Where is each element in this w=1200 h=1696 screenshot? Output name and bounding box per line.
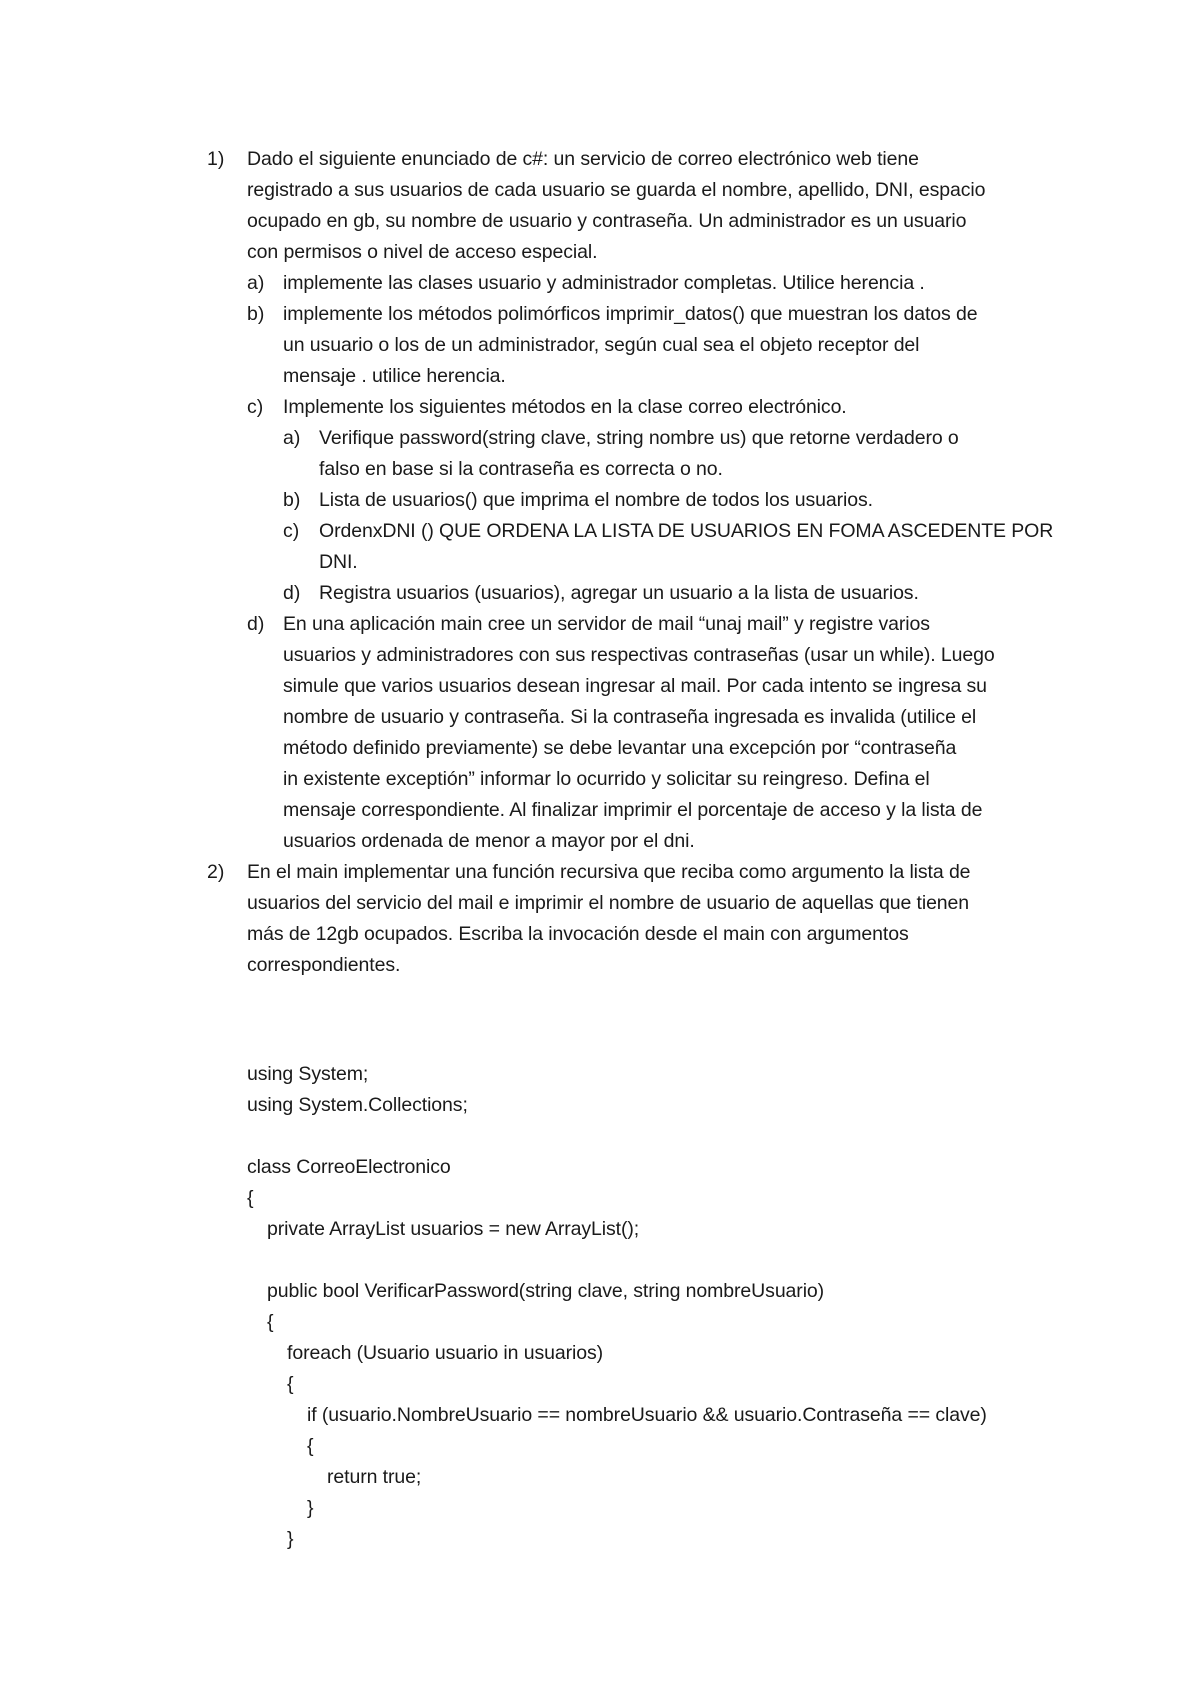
subitem-b-line: Lista de usuarios() que imprima el nombre de todos los usuarios. (319, 489, 873, 511)
subitem-a-line: falso en base si la contraseña es correcta o no. (319, 458, 723, 480)
code-line: using System; (247, 1063, 369, 1085)
item-d-line: mensaje correspondiente. Al finalizar imprimir el porcentaje de acceso y la lista de (283, 799, 983, 821)
subitem-a-marker: a) (283, 427, 301, 449)
subitem-c-line: DNI. (319, 551, 358, 573)
code-line: { (287, 1373, 294, 1395)
subitem-d-line: Registra usuarios (usuarios), agregar un usuario a la lista de usuarios. (319, 582, 919, 604)
exercise-2-number: 2) (207, 861, 225, 883)
subitem-c-line: OrdenxDNI () QUE ORDENA LA LISTA DE USUARIOS EN FOMA ASCEDENTE POR (319, 520, 1054, 542)
item-d-line: usuarios ordenada de menor a mayor por el dni. (283, 830, 695, 852)
item-d-line: simule que varios usuarios desean ingresar al mail. Por cada intento se ingresa su (283, 675, 987, 697)
code-line: return true; (327, 1466, 422, 1488)
item-d-line: método definido previamente) se debe levantar una excepción por “contraseña (283, 737, 957, 759)
code-line: } (287, 1528, 294, 1550)
subitem-a-line: Verifique password(string clave, string nombre us) que retorne verdadero o (319, 427, 959, 449)
exercise-2-line: usuarios del servicio del mail e imprimir el nombre de usuario de aquellas que tienen (247, 892, 970, 914)
code-line: { (307, 1435, 314, 1457)
item-b-marker: b) (247, 303, 265, 325)
exercise-1-line: con permisos o nivel de acceso especial. (247, 241, 598, 263)
code-line: using System.Collections; (247, 1094, 468, 1116)
code-line: } (307, 1497, 314, 1519)
item-a-line: implemente las clases usuario y administrador completas. Utilice herencia . (283, 272, 925, 294)
exercise-2-line: más de 12gb ocupados. Escriba la invocación desde el main con argumentos (247, 923, 909, 945)
code-line: class CorreoElectronico (247, 1156, 451, 1178)
code-line: foreach (Usuario usuario in usuarios) (287, 1342, 604, 1364)
item-c-line: Implemente los siguientes métodos en la clase correo electrónico. (283, 396, 847, 418)
item-d-line: usuarios y administradores con sus respectivas contraseñas (usar un while). Luego (283, 644, 995, 666)
exercise-1-line: Dado el siguiente enunciado de c#: un servicio de correo electrónico web tiene (247, 148, 919, 170)
subitem-b-marker: b) (283, 489, 301, 511)
exercise-1-line: ocupado en gb, su nombre de usuario y contraseña. Un administrador es un usuario (247, 210, 967, 232)
exercise-1-line: registrado a sus usuarios de cada usuario se guarda el nombre, apellido, DNI, espacio (247, 179, 986, 201)
exercise-2-line: correspondientes. (247, 954, 401, 976)
code-line: { (267, 1311, 274, 1333)
item-b-line: un usuario o los de un administrador, según cual sea el objeto receptor del (283, 334, 920, 356)
code-line: private ArrayList usuarios = new ArrayList(); (267, 1218, 640, 1240)
code-line: public bool VerificarPassword(string clave, string nombreUsuario) (267, 1280, 825, 1302)
item-d-line: En una aplicación main cree un servidor de mail “unaj mail” y registre varios (283, 613, 930, 635)
exercise-2-line: En el main implementar una función recursiva que reciba como argumento la lista de (247, 861, 971, 883)
exercise-1-number: 1) (207, 148, 225, 170)
subitem-d-marker: d) (283, 582, 301, 604)
item-d-line: nombre de usuario y contraseña. Si la contraseña ingresada es invalida (utilice el (283, 706, 977, 728)
subitem-c-marker: c) (283, 520, 300, 542)
item-b-line: implemente los métodos polimórficos imprimir_datos() que muestran los datos de (283, 303, 978, 325)
item-d-line: in existente exceptión” informar lo ocurrido y solicitar su reingreso. Defina el (283, 768, 930, 790)
item-c-marker: c) (247, 396, 264, 418)
code-line: if (usuario.NombreUsuario == nombreUsuario && usuario.Contraseña == clave) (307, 1404, 987, 1426)
code-line: { (247, 1187, 254, 1209)
item-d-marker: d) (247, 613, 265, 635)
item-b-line: mensaje . utilice herencia. (283, 365, 506, 387)
item-a-marker: a) (247, 272, 265, 294)
